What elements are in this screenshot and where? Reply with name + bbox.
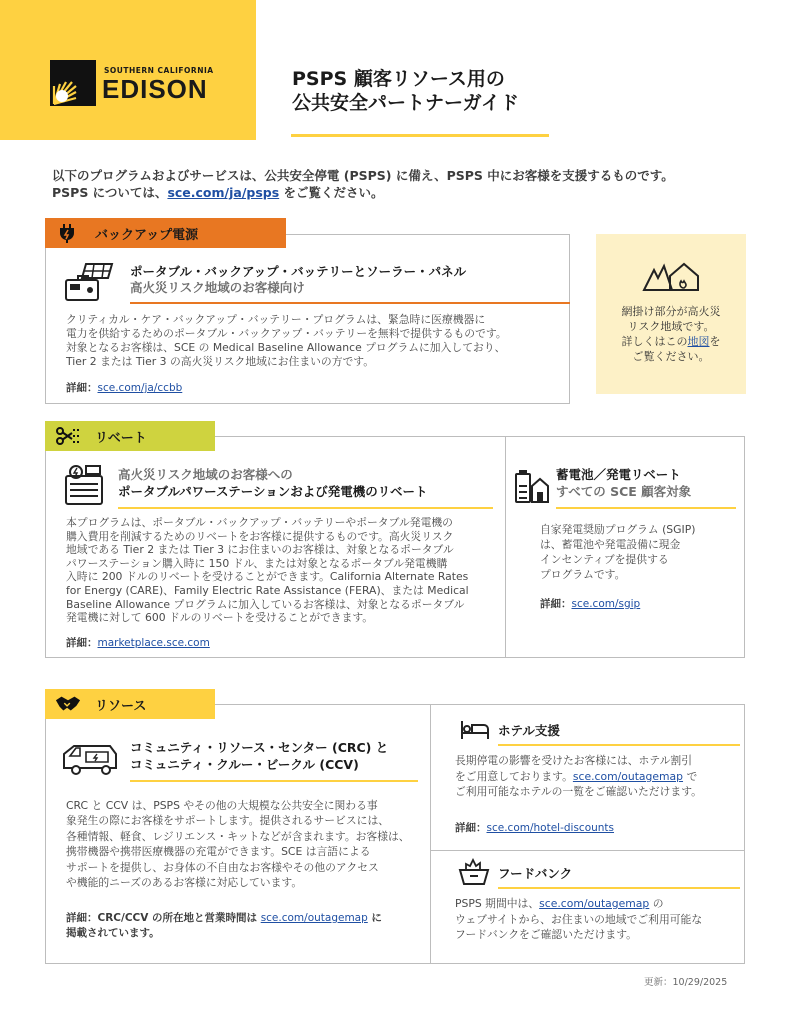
storage-heading: 蓄電池／発電リベート <box>556 467 681 482</box>
backup-heading-rule <box>130 302 570 304</box>
power-station-subheading: 高火災リスク地域のお客様への <box>118 467 293 482</box>
edison-logo-mark <box>50 60 96 106</box>
resources-divider-vertical <box>430 705 431 963</box>
hotel-discounts-link[interactable]: sce.com/hotel-discounts <box>486 822 615 834</box>
foodbank-heading: フードバンク <box>498 866 573 881</box>
hotel-body: 長期停電の影響を受けたお客様には、ホテル割引 をご用意しております。sce.com/outagemap で ご利用可能なホテルの一覧をご確認いただけます。 <box>455 754 702 799</box>
hotel-heading: ホテル支援 <box>498 723 560 738</box>
psps-link[interactable]: sce.com/ja/psps <box>167 185 280 200</box>
map-link[interactable]: 地図 <box>687 335 710 348</box>
tab-rebates <box>45 421 215 451</box>
backup-body: クリティカル・ケア・バックアップ・バッテリー・プログラムは、緊急時に医療機器に 電力を供給するためのポータブル・バックアップ・バッテリーを無料で提供するものです。 対象となるお客様は、SCE の Medical Baseline Allowance プログラムに加入しており、 Tier 2 または Tier 3 の高火災リスク地域にお住まいの方です。 <box>66 313 507 368</box>
hotel-rule <box>498 744 740 746</box>
crc-more: 詳細：CRC/CCV の所在地と営業時間は sce.com/outagemap に 掲載されています。 <box>66 912 382 939</box>
power-station-rule <box>118 507 493 509</box>
battery-solar-icon <box>64 262 116 306</box>
intro-text-line1: 以下のプログラムおよびサービスは、公共安全停電 (PSPS) に備え、PSPS 中にお客様を支援するものです。 <box>52 168 674 183</box>
note-text: 網掛け部分が高火災 リスク地域です。 詳しくはこの地図を ご覧ください。 <box>621 305 721 363</box>
hotel-outagemap-link[interactable]: sce.com/outagemap <box>572 769 684 783</box>
backup-more: 詳細：sce.com/ja/ccbb <box>66 382 183 394</box>
resources-divider-horizontal <box>431 850 744 851</box>
ccbb-link[interactable]: sce.com/ja/ccbb <box>97 382 183 394</box>
scissors-coupon-icon <box>55 425 81 447</box>
power-station-body: 本プログラムは、ポータブル・バックアップ・バッテリーやポータブル発電機の 購入費用を削減するためのリベートをお客様に提供するものです。高火災リスク 地域である Tier 2 または Tier 3 にお住まいのお客様は、対象となるポータブル パワーステーション購入時に 150 ドル、または対象となるポータブル発電機購 入時に 200 ドルのリベートを受けることができます。California Alternate Rates for Energy (CARE)、Family Electric Rate Assistance (FERA)、または Medical Baseline Allowance プログラムに加入しているお客様は、対象となるポータブル 発電機に対して 600 ドルのリベートを受けることができます。 <box>66 516 469 625</box>
backup-subheading: 高火災リスク地域のお客様向け <box>130 280 305 295</box>
storage-more: 詳細：sce.com/sgip <box>540 598 641 610</box>
crc-heading-line2: コミュニティ・クルー・ビークル (CCV) <box>130 757 359 772</box>
power-station-more: 詳細：marketplace.sce.com <box>66 637 210 649</box>
marketplace-link[interactable]: marketplace.sce.com <box>97 637 210 649</box>
foodbank-rule <box>498 887 740 889</box>
logo-text-small: SOUTHERN CALIFORNIA <box>104 66 214 75</box>
intro-text-line2: PSPS については、sce.com/ja/psps をご覧ください。 <box>52 185 384 200</box>
foodbank-outagemap-link[interactable]: sce.com/outagemap <box>539 897 650 910</box>
van-icon <box>62 742 118 780</box>
storage-rule <box>556 507 736 509</box>
tab-resources <box>45 689 215 719</box>
rebates-divider <box>505 437 506 657</box>
crc-rule <box>130 780 418 782</box>
storage-body: 自家発電奨励プログラム (SGIP) は、蓄電池や発電設備に現金 インセンティブを提供する プログラムです。 <box>540 523 696 581</box>
updated-date: 更新：10/29/2025 <box>644 977 728 988</box>
tab-backup-power <box>45 218 286 248</box>
page-title-line1: PSPS 顧客リソース用の <box>292 68 505 90</box>
title-underline <box>291 134 549 137</box>
bed-icon <box>460 719 490 745</box>
crc-body: CRC と CCV は、PSPS やその他の大規模な公共安全に関わる事 象発生の際にお客様をサポートします。提供されるサービスには、 各種情報、軽食、レジリエンス・キットなどが含まれます。お客様は、 携帯機器や携帯医療機器の充電ができます。SCE は言語による サポートを提供し、お身体の不自由なお客様やその他のアクセス や機能的ニーズのあるお客様に対応しています。 <box>66 799 410 890</box>
home-battery-icon <box>514 462 550 508</box>
tab-backup-power-label: バックアップ電源 <box>95 227 199 243</box>
sgip-link[interactable]: sce.com/sgip <box>571 598 641 610</box>
tab-rebates-label: リベート <box>95 430 147 446</box>
hotel-more: 詳細：sce.com/hotel-discounts <box>455 822 615 834</box>
backup-heading: ポータブル・バックアップ・バッテリーとソーラー・パネル <box>130 264 467 279</box>
wildfire-house-icon <box>640 256 702 296</box>
food-box-icon <box>458 858 490 890</box>
crc-heading-line1: コミュニティ・リソース・センター (CRC) と <box>130 740 389 755</box>
foodbank-body: PSPS 期間中は、sce.com/outagemap の ウェブサイトから、お住まいの地域でご利用可能な フードバンクをご確認いただけます。 <box>455 897 703 942</box>
tab-resources-label: リソース <box>95 698 147 714</box>
plug-icon <box>55 222 81 244</box>
crc-outagemap-link[interactable]: sce.com/outagemap <box>260 912 368 924</box>
power-station-heading: ポータブルパワーステーションおよび発電機のリベート <box>118 484 428 499</box>
storage-subheading: すべての SCE 顧客対象 <box>556 484 692 499</box>
logo-text-edison: EDISON <box>102 74 208 104</box>
handshake-icon <box>55 693 81 715</box>
power-station-icon <box>64 464 104 510</box>
page-title-line2: 公共安全パートナーガイド <box>292 92 520 114</box>
